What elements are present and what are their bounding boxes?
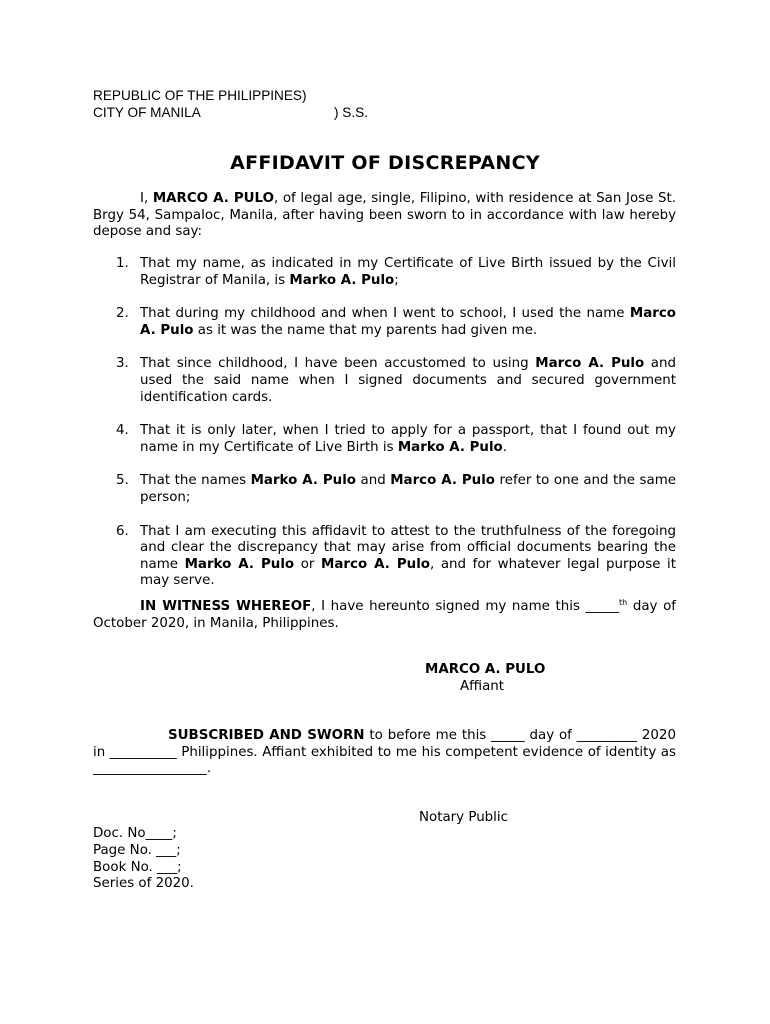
venue-line-1: REPUBLIC OF THE PHILIPPINES) [93, 88, 307, 103]
book-number: Book No. ___; [93, 860, 182, 875]
series-year: Series of 2020. [93, 876, 194, 891]
intro-paragraph: I, MARCO A. PULO, of legal age, single, Filipino, with residence at San Jose St. Brgy 54, Sampaloc, Manila, after having been sworn to in accordance with law hereby depose and say: [93, 191, 676, 240]
notary-label: Notary Public [419, 810, 508, 825]
statement-item: 3. That since childhood, I have been accustomed to using Marco A. Pulo and used the said name when I signed documents and secured government identification cards. [116, 356, 676, 405]
witness-paragraph: IN WITNESS WHEREOF, I have hereunto signed my name this _____$^{th}$ day of October 2020, in Manila, Philippines. [93, 598, 676, 631]
signature-role: Affiant [460, 679, 505, 694]
statement-item: 2. That during my childhood and when I went to school, I used the name Marco A. Pulo as it was the name that my parents had given me. [116, 306, 676, 338]
statement-item: 4. That it is only later, when I tried to apply for a passport, that I found out my name in my Certificate of Live Birth is Marko A. Pulo. [116, 423, 676, 455]
signature-name: MARCO A. PULO [425, 662, 546, 677]
document-title: AFFIDAVIT OF DISCREPANCY [230, 152, 540, 174]
page-number: Page No. ___; [93, 843, 181, 858]
statement-item: 5. That the names Marko A. Pulo and Marco A. Pulo refer to one and the same person; [116, 473, 676, 505]
statements-list [93, 256, 676, 607]
statement-item: 6. That I am executing this affidavit to attest to the truthfulness of the foregoing and clear the discrepancy that may arise from official documents bearing the name Marko A. Pulo or Marco A. Pulo, and for whatever legal purpose it may serve. [116, 523, 677, 589]
venue-line-2-left: CITY OF MANILA [93, 105, 201, 120]
statement-item: 1. That my name, as indicated in my Certificate of Live Birth issued by the Civil Registrar of Manila, is Marko A. Pulo; [116, 256, 676, 288]
affiant-name-bold: MARCO A. PULO [152, 191, 274, 206]
doc-number: Doc. No____; [93, 826, 177, 841]
subscribed-paragraph: SUBSCRIBED AND SWORN to before me this _____ day of _________ 2020 in __________ Philippines. Affiant exhibited to me his competent evidence of identity as _________________. [93, 728, 676, 777]
venue-line-2-right: ) S.S. [334, 105, 368, 120]
